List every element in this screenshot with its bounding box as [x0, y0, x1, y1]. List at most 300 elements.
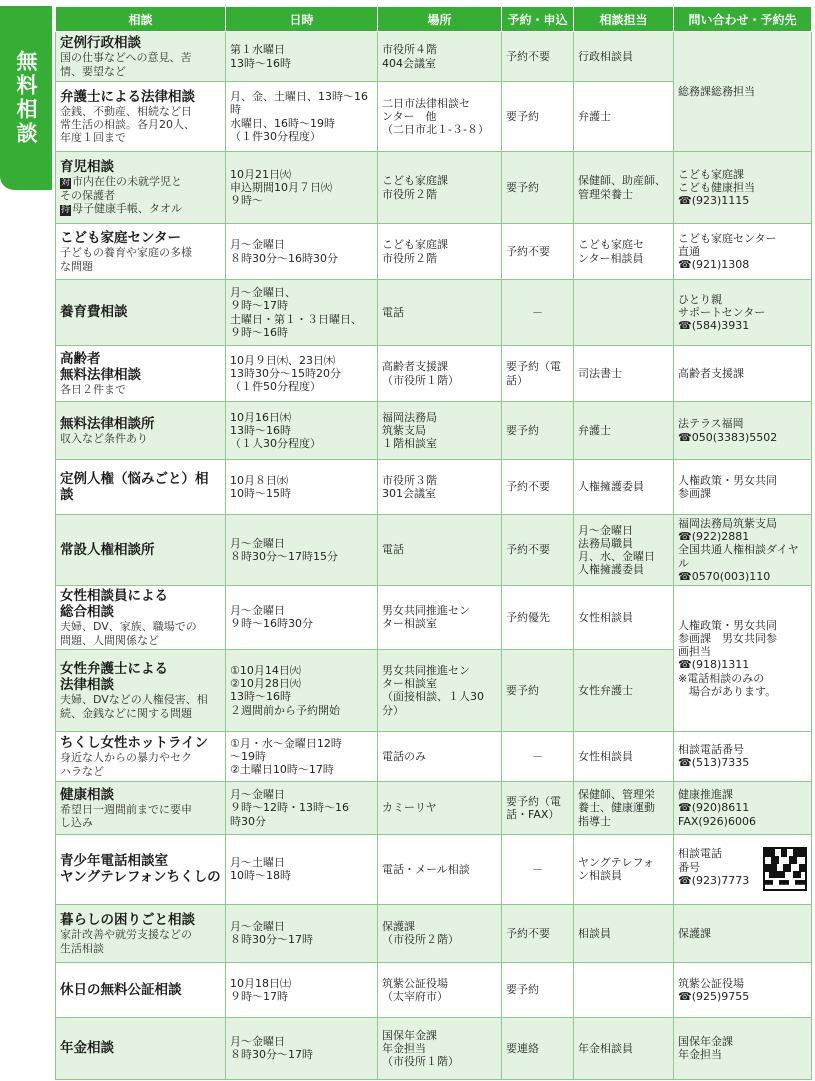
- contact-line: ☎(923)7773: [678, 873, 750, 887]
- table-row: [56, 346, 812, 402]
- datetime-line: ２週間前から予約開始: [230, 703, 340, 717]
- detail-tag-icon: 持: [61, 205, 71, 216]
- place-line: 電話: [382, 305, 404, 319]
- place-cell: [378, 904, 502, 962]
- header-reservation: 予約・申込: [502, 7, 574, 32]
- datetime-line: ９時～17時: [230, 989, 288, 1003]
- reservation-cell: 要予約: [502, 649, 574, 731]
- contact-cell: [674, 904, 812, 962]
- datetime-line: 月～金曜日: [230, 1035, 285, 1049]
- staff-cell: [574, 82, 674, 152]
- datetime-line: ②10月28日㈫: [230, 677, 301, 691]
- contact-line: 人権政策・男女共同: [678, 473, 777, 487]
- reservation-cell: －: [502, 731, 574, 781]
- contact-line: 相談電話番号: [678, 743, 744, 757]
- consultation-name: 年金相談: [60, 1040, 114, 1057]
- contact-line: ☎(921)1308: [678, 258, 750, 272]
- consultation-cell: [56, 731, 226, 781]
- place-line: 二日市法律相談セ: [382, 96, 470, 110]
- datetime-line: 申込期間10月７日㈫: [230, 180, 332, 194]
- datetime-line: 10時～18時: [230, 869, 291, 883]
- consultation-name: 女性相談員による: [60, 588, 168, 605]
- datetime-line: 時: [230, 103, 241, 117]
- datetime-cell: [226, 962, 378, 1017]
- consultation-description: 各日２件まで: [60, 383, 126, 397]
- contact-line: ☎(922)2881: [678, 530, 750, 544]
- consultation-name: 定例行政相談: [60, 35, 141, 52]
- consultation-table: [55, 6, 812, 1080]
- staff-line: 保健師、管理栄: [578, 788, 655, 802]
- detail-text: 母子健康手帳、タオル: [72, 202, 183, 216]
- staff-line: 女性相談員: [578, 749, 633, 763]
- datetime-line: ①10月14日㈫: [230, 664, 301, 678]
- header-consultation: 相談: [56, 7, 226, 32]
- qr-code-icon: [763, 847, 807, 891]
- contact-line: 年金担当: [678, 1048, 722, 1062]
- staff-cell: [574, 152, 674, 224]
- place-cell: [378, 32, 502, 82]
- contact-cell: [674, 731, 812, 781]
- place-line: ンター 他: [382, 109, 437, 123]
- consultation-description: 問題、人間関係など: [60, 633, 159, 647]
- staff-line: 女性弁護士: [578, 683, 633, 697]
- place-line: 保護課: [382, 920, 415, 934]
- place-line: こども家庭課: [382, 174, 448, 188]
- consultation-description: 収入など条件あり: [60, 432, 148, 445]
- consultation-cell: [56, 904, 226, 962]
- staff-line: 人権擁護委員: [578, 563, 644, 577]
- table-row: [56, 402, 812, 460]
- consultation-description: な問題: [60, 259, 93, 273]
- place-cell: [378, 346, 502, 402]
- consultation-cell: [56, 834, 226, 904]
- consultation-description: ハラなど: [60, 764, 104, 778]
- datetime-line: 月～金曜日: [230, 604, 285, 618]
- contact-line: ひとり親: [678, 292, 722, 306]
- staff-cell: [574, 224, 674, 280]
- consultation-name: 青少年電話相談室: [60, 853, 168, 870]
- contact-cell: [674, 346, 812, 402]
- datetime-line: 月～土曜日: [230, 856, 285, 870]
- consultation-name: 弁護士による法律相談: [60, 88, 195, 105]
- staff-cell: [574, 460, 674, 515]
- consultation-description: 夫婦、DVなどの人権侵害、相: [60, 693, 208, 707]
- datetime-line: ８時30分～16時30分: [230, 251, 338, 265]
- place-line: こども家庭課: [382, 238, 448, 252]
- contact-line: 参画課: [678, 487, 711, 500]
- contact-line: サポートセンター: [678, 305, 766, 319]
- contact-line: 番号: [678, 860, 700, 874]
- contact-line: 総務課総務担当: [678, 84, 755, 98]
- datetime-line: 月、金、土曜日、13時～16: [230, 90, 368, 104]
- staff-cell: [574, 962, 674, 1017]
- place-cell: [378, 962, 502, 1017]
- staff-cell: [574, 904, 674, 962]
- datetime-line: 月～金曜日、: [230, 286, 296, 300]
- datetime-line: 13時30分～15時20分: [230, 366, 341, 380]
- place-line: 男女共同推進セン: [382, 664, 470, 678]
- contact-line: 参画課 男女共同参: [678, 632, 777, 646]
- consultation-description: 身近な人からの暴力やセク: [60, 751, 192, 765]
- staff-line: 女性相談員: [578, 610, 633, 624]
- table-row: [56, 515, 812, 586]
- contact-line: ☎050(3383)5502: [678, 430, 778, 444]
- table-row: [56, 962, 812, 1017]
- contact-cell: [674, 585, 812, 731]
- place-line: 福岡法務局: [382, 410, 437, 424]
- table-row: [56, 1017, 812, 1079]
- consultation-detail: [60, 175, 221, 189]
- consultation-name: ヤングテレフォンちくしの: [60, 869, 221, 886]
- datetime-line: ９時～16時: [230, 325, 288, 339]
- contact-line: ☎0570(003)110: [678, 569, 771, 583]
- consultation-description: 常生活の相談。各月20人、: [60, 118, 195, 131]
- contact-line: 法テラス福岡: [678, 417, 744, 431]
- staff-line: ヤングテレフォ: [578, 856, 654, 870]
- table-row: [56, 585, 812, 649]
- datetime-line: 10月16日㈭: [230, 410, 291, 424]
- datetime-cell: [226, 834, 378, 904]
- staff-cell: [574, 649, 674, 731]
- staff-line: 指導士: [578, 814, 611, 828]
- place-cell: [378, 781, 502, 834]
- contact-cell: [674, 1017, 812, 1079]
- consultation-cell: [56, 402, 226, 460]
- consultation-name: 無料法律相談: [60, 366, 141, 383]
- datetime-line: 13時～16時: [230, 423, 291, 437]
- staff-line: 養士、健康運動: [578, 801, 655, 815]
- staff-cell: [574, 346, 674, 402]
- reservation-cell: 予約不要: [502, 460, 574, 515]
- consultation-cell: [56, 32, 226, 82]
- consultation-cell: [56, 781, 226, 834]
- place-line: 高齢者支援課: [382, 360, 448, 374]
- consultation-name: こども家庭センター: [60, 230, 181, 247]
- contact-line: 保護課: [678, 926, 711, 940]
- reservation-cell: 予約不要: [502, 224, 574, 280]
- contact-cell: [674, 402, 812, 460]
- table-row: [56, 224, 812, 280]
- contact-line: ☎(584)3931: [678, 319, 750, 333]
- reservation-cell: －: [502, 280, 574, 346]
- consultation-description: し込み: [60, 816, 93, 830]
- place-cell: [378, 585, 502, 649]
- place-line: （面接相談、１人30: [382, 690, 484, 704]
- table-row: [56, 32, 812, 82]
- datetime-cell: [226, 585, 378, 649]
- datetime-line: 10月21日㈫: [230, 167, 291, 181]
- place-line: 市役所４階: [382, 43, 437, 57]
- staff-cell: [574, 834, 674, 904]
- contact-line: 筑紫公証役場: [678, 976, 744, 990]
- consultation-description: 続、金銭などに関する問題: [60, 706, 192, 720]
- datetime-line: 10月８日㈬: [230, 473, 288, 487]
- place-line: 分）: [382, 703, 404, 717]
- datetime-line: （１件50分程度）: [230, 380, 321, 394]
- table-row: [56, 731, 812, 781]
- place-line: 筑紫公証役場: [382, 976, 448, 990]
- consultation-cell: [56, 346, 226, 402]
- header-contact: 問い合わせ・予約先: [674, 7, 812, 32]
- detail-tag-icon: 対: [61, 178, 71, 189]
- place-line: （二日市北１-３-８）: [382, 123, 489, 137]
- table-row: [56, 152, 812, 224]
- staff-cell: [574, 585, 674, 649]
- staff-cell: [574, 515, 674, 586]
- contact-line: 直通: [678, 244, 700, 258]
- datetime-line: ８時30分～17時: [230, 1048, 313, 1062]
- consultation-name: 高齢者: [60, 350, 101, 367]
- reservation-cell: 予約不要: [502, 515, 574, 586]
- contact-line: ☎(925)9755: [678, 989, 750, 1003]
- consultation-description: 国の仕事などへの意見、苦: [60, 51, 192, 65]
- reservation-cell: 要連絡: [502, 1017, 574, 1079]
- staff-line: 月～金曜日: [578, 523, 633, 537]
- datetime-cell: [226, 224, 378, 280]
- place-cell: [378, 280, 502, 346]
- place-line: （太宰府市）: [382, 989, 448, 1003]
- place-cell: [378, 152, 502, 224]
- consultation-name: 育児相談: [60, 159, 114, 176]
- datetime-line: ９時～: [230, 194, 263, 208]
- reservation-cell: 予約優先: [502, 585, 574, 649]
- staff-line: 管理栄養士: [578, 187, 633, 201]
- datetime-cell: [226, 346, 378, 402]
- table-row: [56, 460, 812, 515]
- staff-cell: [574, 731, 674, 781]
- header-place: 場所: [378, 7, 502, 32]
- place-line: 市役所３階: [382, 473, 437, 487]
- datetime-cell: [226, 515, 378, 586]
- contact-line: 全国共通人権相談ダイヤル: [678, 543, 799, 570]
- contact-line: 場合があります。: [678, 684, 777, 698]
- place-cell: [378, 82, 502, 152]
- staff-line: 保健師、助産師、: [578, 174, 666, 188]
- place-line: ター相談室: [382, 677, 437, 691]
- consultation-name: 養育費相談: [60, 304, 128, 321]
- datetime-line: 13時～16時: [230, 690, 291, 704]
- consultation-cell: [56, 280, 226, 346]
- consultation-detail: [60, 202, 221, 216]
- table-row: [56, 781, 812, 834]
- datetime-line: ８時30分～17時15分: [230, 549, 338, 563]
- contact-line: 画担当: [678, 645, 711, 659]
- contact-cell: [674, 834, 812, 904]
- place-line: （市役所１階）: [382, 1055, 459, 1069]
- consultation-name: 無料法律相談所: [60, 415, 155, 432]
- staff-cell: [574, 32, 674, 82]
- staff-line: ンター相談員: [578, 251, 644, 265]
- datetime-cell: [226, 1017, 378, 1079]
- header-staff: 相談担当: [574, 7, 674, 32]
- staff-line: 行政相談員: [578, 49, 633, 63]
- header-datetime: 日時: [226, 7, 378, 32]
- staff-line: 月、水、金曜日: [578, 549, 655, 563]
- contact-line: 福岡法務局筑紫支局: [678, 517, 777, 530]
- datetime-line: 土曜日・第１・３日曜日、: [230, 312, 362, 326]
- consultation-cell: [56, 962, 226, 1017]
- datetime-line: ９時～16時30分: [230, 617, 313, 631]
- datetime-line: 第１水曜日: [230, 43, 285, 57]
- place-cell: [378, 834, 502, 904]
- contact-line: こども家庭センター: [678, 231, 777, 245]
- datetime-cell: [226, 731, 378, 781]
- consultation-cell: [56, 649, 226, 731]
- consultation-description: 年度１回まで: [60, 131, 126, 145]
- datetime-line: ～19時: [230, 749, 266, 763]
- consultation-cell: [56, 224, 226, 280]
- reservation-cell: 要予約（電話）: [502, 346, 574, 402]
- reservation-cell: 要予約: [502, 962, 574, 1017]
- place-cell: [378, 224, 502, 280]
- free-consultation-side-label: 無料相談: [0, 6, 52, 190]
- consultation-name: 談: [60, 487, 74, 503]
- consultation-name: 定例人権（悩みごと）相: [60, 470, 209, 487]
- staff-cell: [574, 402, 674, 460]
- datetime-line: 水曜日、16時～19時: [230, 116, 335, 130]
- contact-line: ☎(513)7335: [678, 756, 750, 770]
- contact-line: ☎(918)1311: [678, 658, 750, 672]
- datetime-line: （１件30分程度）: [230, 129, 321, 143]
- table-row: [56, 904, 812, 962]
- place-line: 年金担当: [382, 1041, 426, 1055]
- contact-line: 人権政策・男女共同: [678, 618, 777, 632]
- consultation-description: 家計改善や就労支援などの: [60, 928, 192, 942]
- consultation-description: 金銭、不動産、相続など日: [60, 104, 192, 118]
- contact-line: こども健康担当: [678, 180, 755, 194]
- datetime-cell: [226, 904, 378, 962]
- place-line: 男女共同推進セン: [382, 604, 470, 618]
- place-line: （市役所２階）: [382, 933, 459, 947]
- place-line: 301会議室: [382, 487, 436, 500]
- contact-line: 国保年金課: [678, 1035, 733, 1049]
- contact-cell: [674, 280, 812, 346]
- datetime-line: 10月18日㈯: [230, 976, 291, 990]
- reservation-cell: 予約不要: [502, 904, 574, 962]
- consultation-description: 希望日一週間前までに要申: [60, 802, 192, 816]
- place-line: （市役所１階）: [382, 373, 459, 387]
- consultation-name: 健康相談: [60, 786, 114, 803]
- detail-text: 市内在住の未就学児と: [72, 175, 183, 189]
- place-cell: [378, 402, 502, 460]
- place-cell: [378, 1017, 502, 1079]
- contact-line: 相談電話: [678, 847, 722, 861]
- datetime-line: 月～金曜日: [230, 536, 285, 550]
- contact-line: こども家庭課: [678, 167, 744, 181]
- contact-cell: [674, 32, 812, 152]
- staff-line: ン相談員: [578, 869, 622, 883]
- consultation-description: 夫婦、DV、家族、職場での: [60, 620, 197, 634]
- consultation-name: 休日の無料公証相談: [60, 981, 182, 998]
- datetime-cell: [226, 32, 378, 82]
- consultation-cell: [56, 460, 226, 515]
- staff-cell: [574, 280, 674, 346]
- reservation-cell: 要予約（電話・FAX）: [502, 781, 574, 834]
- place-line: 電話のみ: [382, 749, 426, 763]
- datetime-cell: [226, 460, 378, 515]
- contact-cell: [674, 781, 812, 834]
- consultation-name: 女性弁護士による: [60, 661, 168, 678]
- place-line: １階相談室: [382, 437, 437, 451]
- datetime-line: 13時～16時: [230, 56, 291, 70]
- detail-text: その保護者: [60, 189, 115, 202]
- consultation-cell: [56, 82, 226, 152]
- contact-line: 高齢者支援課: [678, 366, 744, 380]
- datetime-line: 月～金曜日: [230, 920, 285, 934]
- contact-cell: [674, 962, 812, 1017]
- datetime-cell: [226, 781, 378, 834]
- staff-line: こども家庭セ: [578, 238, 644, 252]
- place-cell: [378, 460, 502, 515]
- place-cell: [378, 515, 502, 586]
- place-cell: [378, 649, 502, 731]
- datetime-line: 10時～15時: [230, 487, 291, 500]
- reservation-cell: 要予約: [502, 82, 574, 152]
- consultation-description: 生活相談: [60, 941, 104, 955]
- contact-cell: [674, 515, 812, 586]
- place-line: 国保年金課: [382, 1028, 437, 1042]
- staff-line: 弁護士: [578, 109, 611, 123]
- datetime-line: 10月９日㈭、23日㈭: [230, 353, 335, 367]
- contact-line: ☎(920)8611: [678, 801, 750, 815]
- datetime-line: （１人30分程度）: [230, 437, 321, 451]
- datetime-cell: [226, 280, 378, 346]
- contact-line: ☎(923)1115: [678, 194, 750, 208]
- datetime-cell: [226, 82, 378, 152]
- consultation-cell: [56, 1017, 226, 1079]
- staff-line: 弁護士: [578, 423, 611, 437]
- consultation-name: ちくし女性ホットライン: [60, 735, 209, 752]
- consultation-cell: [56, 585, 226, 649]
- datetime-line: 月～金曜日: [230, 788, 285, 802]
- staff-line: 法務局職員: [578, 536, 633, 550]
- staff-line: 人権擁護委員: [578, 480, 644, 494]
- reservation-cell: 要予約: [502, 402, 574, 460]
- consultation-name: 暮らしの困りごと相談: [60, 912, 195, 929]
- table-row: [56, 834, 812, 904]
- place-line: 電話・メール相談: [382, 862, 470, 876]
- datetime-line: ９時～17時: [230, 299, 288, 313]
- reservation-cell: 要予約: [502, 152, 574, 224]
- place-line: 市役所２階: [382, 251, 437, 265]
- datetime-line: 月～金曜日: [230, 238, 285, 252]
- consultation-name: 総合相談: [60, 604, 114, 621]
- datetime-line: ８時30分～17時: [230, 933, 313, 947]
- place-line: 市役所２階: [382, 187, 437, 201]
- staff-line: 司法書士: [578, 366, 622, 380]
- table-header-row: [56, 7, 812, 32]
- place-line: カミーリヤ: [382, 801, 437, 815]
- table-row: [56, 280, 812, 346]
- consultation-name: 常設人権相談所: [60, 541, 155, 558]
- datetime-cell: [226, 649, 378, 731]
- staff-cell: [574, 781, 674, 834]
- reservation-cell: －: [502, 834, 574, 904]
- place-line: 筑紫支局: [382, 423, 426, 437]
- datetime-line: ９時～12時・13時～16: [230, 801, 349, 815]
- reservation-cell: 予約不要: [502, 32, 574, 82]
- place-line: 404会議室: [382, 56, 436, 70]
- place-cell: [378, 731, 502, 781]
- staff-cell: [574, 1017, 674, 1079]
- place-line: ター相談室: [382, 617, 437, 631]
- datetime-line: 時30分: [230, 814, 266, 828]
- contact-line: FAX(926)6006: [678, 814, 756, 828]
- contact-line: ※電話相談のみの: [678, 671, 765, 685]
- place-line: 電話: [382, 543, 404, 557]
- staff-line: 相談員: [578, 926, 611, 940]
- consultation-detail: [60, 189, 221, 202]
